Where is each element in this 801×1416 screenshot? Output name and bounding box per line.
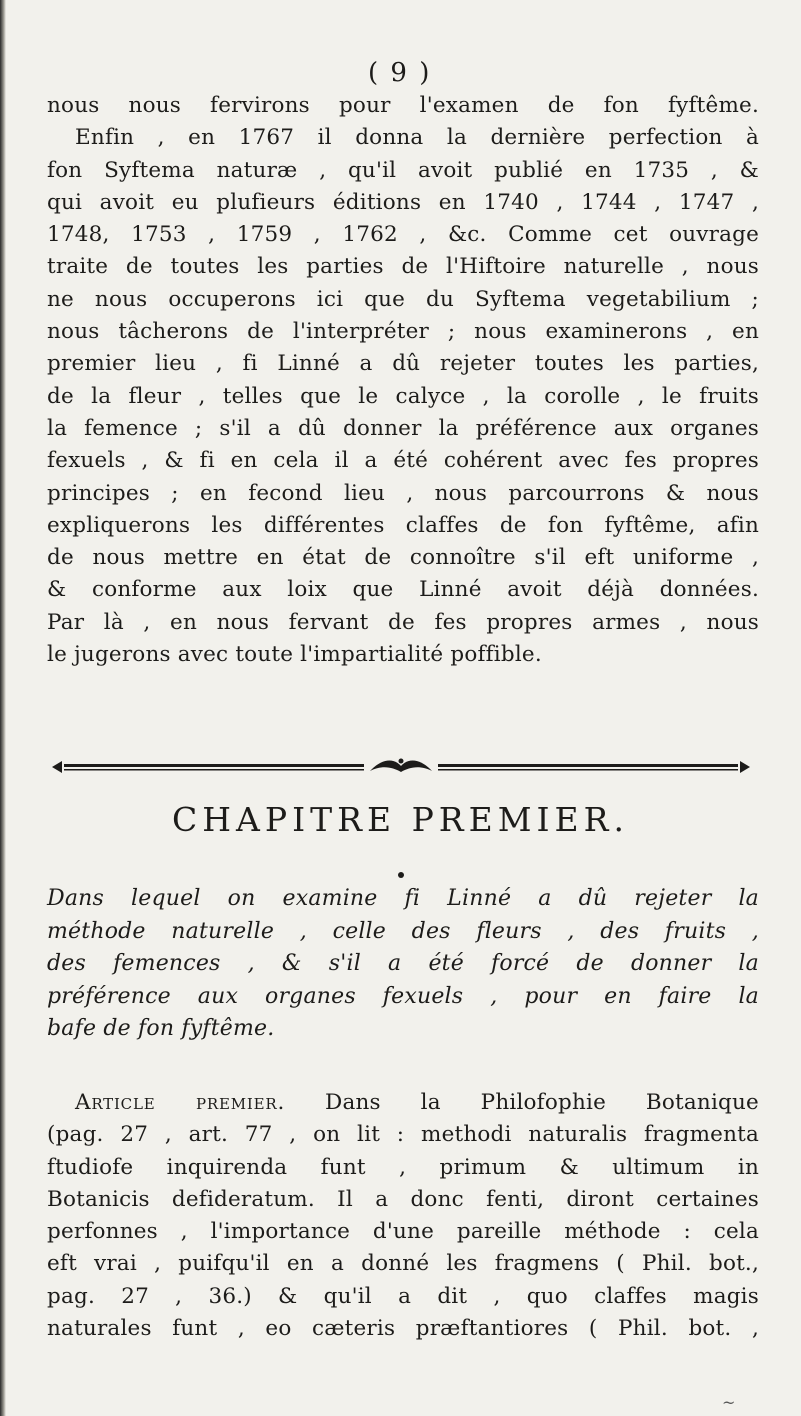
page-binding-edge <box>0 0 6 1416</box>
text-line: principes ; en fecond lieu , nous parcourrons & nous <box>47 480 759 506</box>
decorative-dot <box>398 872 404 878</box>
text-line: perfonnes , l'importance d'une pareille méthode : cela <box>47 1219 759 1245</box>
text-line: ne nous occuperons ici que du Syftema vegetabilium ; <box>47 286 759 312</box>
opening-paragraph <box>47 90 759 671</box>
catchword-tilde: ~ <box>722 1393 736 1412</box>
text-line: (pag. 27 , art. 77 , on lit : methodi naturalis fragmenta <box>47 1122 759 1148</box>
text-line: le jugerons avec toute l'impartialité poffible. <box>47 642 542 668</box>
text-line: qui avoit eu plufieurs éditions en 1740 , 1744 , 1747 , <box>47 189 759 215</box>
text-line: pag. 27 , 36.) & qu'il a dit , quo claffes magis <box>47 1283 759 1309</box>
text-line <box>47 1087 759 1119</box>
summary-line: Dans lequel on examine fi Linné a dû rejeter la <box>47 886 759 911</box>
text-line: de la fleur , telles que le calyce , la corolle , le fruits <box>47 383 759 409</box>
text-line: de nous mettre en état de connoître s'il eft uniforme , <box>47 545 759 571</box>
text-line: Par là , en nous fervant de fes propres armes , nous <box>47 609 759 635</box>
summary-line: méthode naturelle , celle des fleurs , des fruits , <box>47 918 759 944</box>
text-line: & conforme aux loix que Linné avoit déjà données. <box>47 577 759 603</box>
article-paragraph <box>47 1087 759 1345</box>
chapter-summary <box>47 883 759 1046</box>
chapter-title: CHAPITRE PREMIER. <box>172 800 629 839</box>
article-line-text: Dans la Philofophie Botanique <box>325 1090 759 1115</box>
text-line: 1748, 1753 , 1759 , 1762 , &c. Comme cet ouvrage <box>47 222 759 248</box>
text-line: premier lieu , fi Linné a dû rejeter toutes les parties, <box>47 351 759 377</box>
text-line: eft vrai , puifqu'il en a donné les fragmens ( Phil. bot., <box>47 1251 759 1277</box>
text-line: fon Syftema naturæ , qu'il avoit publié en 1735 , & <box>47 157 759 183</box>
text-line: Enfin , en 1767 il donna la dernière perfection à <box>75 125 759 151</box>
text-line: expliquerons les différentes claffes de fon fyftême, afin <box>47 512 759 538</box>
summary-line: préférence aux organes fexuels , pour en faire la <box>47 983 759 1009</box>
text-line: traite de toutes les parties de l'Hiftoire naturelle , nous <box>47 254 759 280</box>
text-line: la femence ; s'il a dû donner la préférence aux organes <box>47 415 759 441</box>
summary-line: bafe de fon fyftême. <box>47 1016 275 1041</box>
text-line: fexuels , & fi en cela il a été cohérent avec fes propres <box>47 448 759 474</box>
text-line: nous nous fervirons pour l'examen de fon fyftême. <box>47 93 759 118</box>
text-line: nous tâcherons de l'interpréter ; nous examinerons , en <box>47 319 759 345</box>
text-line: naturales funt , eo cæteris præftantiores ( Phil. bot. , <box>47 1316 759 1342</box>
summary-line: des femences , & s'il a été forcé de donner la <box>47 951 759 976</box>
article-label: Article premier. <box>75 1090 286 1115</box>
page-number: ( 9 ) <box>368 58 432 88</box>
decorative-rule-ornament <box>50 756 752 778</box>
text-line: ftudiofe inquirenda funt , primum & ultimum in <box>47 1154 759 1180</box>
text-line: Botanicis defideratum. Il a donc fenti, diront certaines <box>47 1186 759 1212</box>
